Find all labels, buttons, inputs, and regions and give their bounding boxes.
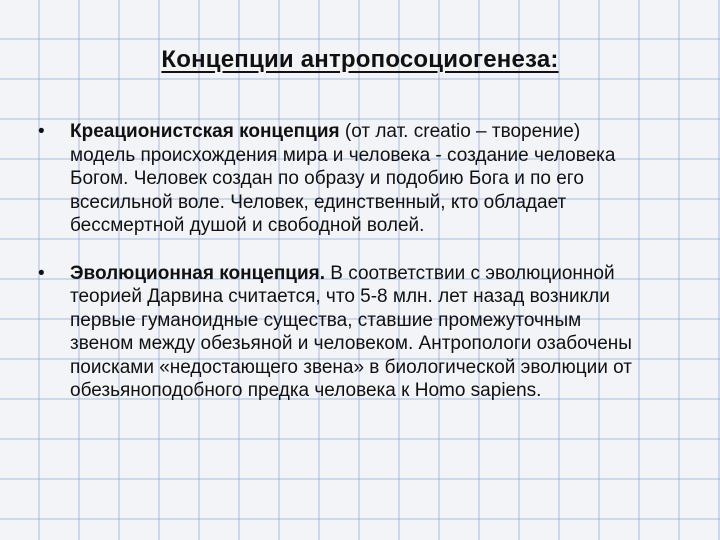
bullet-marker: • bbox=[38, 262, 45, 284]
bullet-term: Эволюционная концепция. bbox=[70, 262, 326, 284]
slide-title: Концепции антропосоциогенеза: bbox=[161, 46, 559, 73]
bullet-text: В соответствии с эволюционной теорией Дарвина считается, что 5-8 млн. лет назад возникли первые гуманоидные существа, ставшие промежуточным звеном между обезьяной и человеком. Антропологи озабочены поисками «недостающего звена» в биологической эволюции от обезьяноподобного предка человека к Homo sapiens. bbox=[70, 262, 632, 401]
bullet-marker: • bbox=[38, 121, 45, 142]
bullet-evolutionary bbox=[38, 262, 648, 403]
bullet-list bbox=[38, 120, 648, 427]
bullet-creationist bbox=[38, 120, 648, 238]
bullet-term: Креационистская концепция bbox=[70, 121, 340, 142]
bullet-text: (от лат. creatio – творение) модель происхождения мира и человека - создание человека Богом. Человек создан по образу и подобию Бога и по его всесильной воле. Человек, единственный, кто обладает бессмертной душой и свободной волей. bbox=[70, 121, 616, 236]
